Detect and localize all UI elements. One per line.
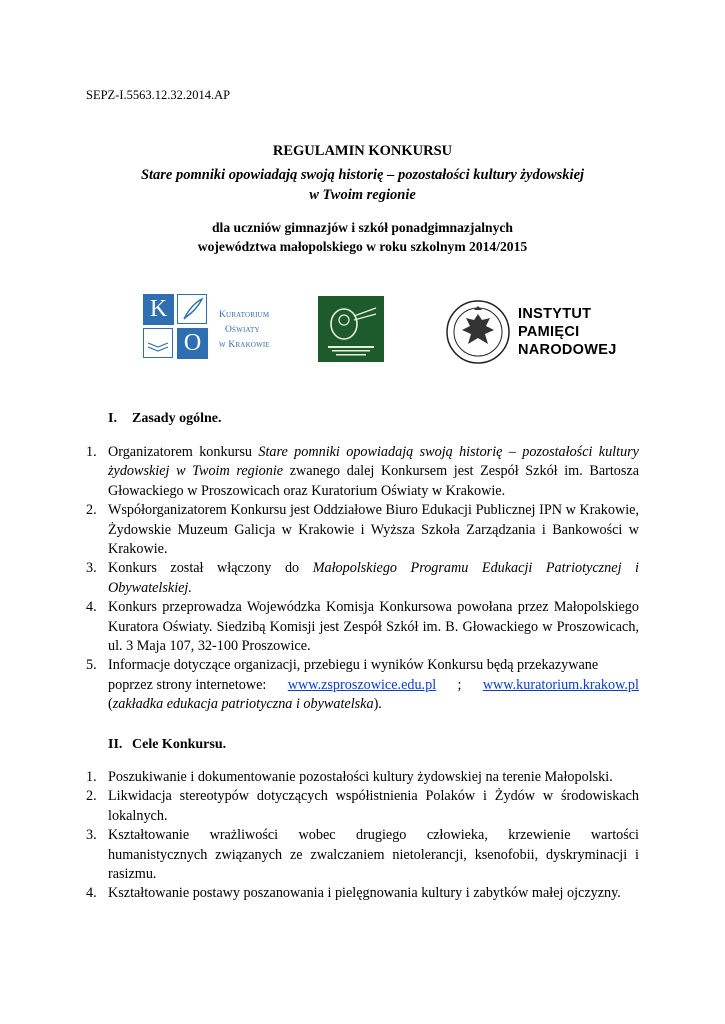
links-line	[108, 676, 639, 695]
list-item	[86, 768, 639, 787]
audience-line1: dla uczniów gimnazjów i szkół ponadgimnazjalnych	[212, 220, 513, 235]
section-number: I.	[108, 411, 117, 426]
paren-open: (	[108, 696, 113, 713]
links-separator: ;	[457, 676, 462, 693]
contest-name	[0, 165, 725, 205]
item-text: Kształtowanie postawy poszanowania i pielęgnowania kultury i zabytków małej ojczyzny.	[108, 885, 621, 902]
item-number: 2.	[86, 788, 97, 805]
ipn-line1: INSTYTUT	[518, 306, 592, 322]
item-text: Konkurs został włączony do	[108, 560, 313, 577]
item-text: Informacje dotyczące organizacji, przebiegu i wyników Konkursu będą przekazywane	[108, 657, 599, 674]
school-emblem-icon	[318, 296, 384, 362]
item-text: zwanego dalej Konkursem jest Zespół Szkół im. Bartosza Głowackiego w Proszowicach oraz Kuratorium Oświaty w Krakowie.	[108, 463, 639, 499]
section-heading-goals	[108, 737, 226, 753]
item-text: Organizatorem konkursu	[108, 444, 259, 460]
eagle-seal-icon	[444, 294, 512, 370]
section-title: Cele Konkursu.	[132, 737, 227, 752]
item-text-italic: Stare pomniki opowiadają swoją historię – pozostałości kultury żydowskiej w Twoim regionie	[108, 444, 639, 480]
section-title: Zasady ogólne.	[132, 411, 222, 426]
item-number: 1.	[86, 444, 97, 460]
list-item	[86, 598, 639, 656]
item-text: Konkurs przeprowadza Wojewódzka Komisja Konkursowa powołana przez Małopolskiego Kuratora Oświaty. Siedzibą Komisji jest Zespół Szkół im. B. Głowackiego w Proszowicach, ul. 3 Maja 107, 32-100 Proszowice.	[108, 599, 639, 655]
item-text-italic: Małopolskiego Programu Edukacji Patriotycznej i Obywatelskiej.	[108, 560, 639, 596]
quill-icon	[177, 294, 207, 324]
list-item	[86, 656, 639, 714]
links-note	[108, 695, 639, 714]
general-rules-list	[86, 443, 639, 715]
item-number: 4.	[86, 599, 97, 616]
ipn-logo-text	[518, 305, 617, 359]
list-item	[86, 559, 639, 598]
contest-name-line2: w Twoim regionie	[309, 187, 416, 203]
kuratorium-line2: Oświaty	[225, 325, 260, 335]
audience	[0, 218, 725, 256]
item-number: 3.	[86, 827, 97, 844]
logos-row	[0, 294, 725, 374]
list-item	[86, 501, 639, 559]
kuratorium-logo	[143, 294, 283, 366]
item-text: Poszukiwanie i dokumentowanie pozostałości kultury żydowskiej na terenie Małopolski.	[108, 769, 613, 785]
list-item	[86, 787, 639, 826]
section-number: II.	[108, 737, 123, 752]
item-number: 2.	[86, 502, 97, 519]
list-item	[86, 443, 639, 501]
item-number: 4.	[86, 885, 97, 902]
paren-close: ).	[373, 696, 382, 713]
document-title: REGULAMIN KONKURSU	[272, 143, 453, 159]
kuratorium-link[interactable]: www.kuratorium.krakow.pl	[482, 676, 639, 693]
goals-list	[86, 768, 639, 904]
ipn-logo	[444, 294, 624, 370]
zsproszowice-link[interactable]: www.zsproszowice.edu.pl	[287, 676, 437, 693]
links-note-text: zakładka edukacja patriotyczna i obywatelska	[112, 696, 374, 713]
item-text: Likwidacja stereotypów dotyczących współistnienia Polaków i Żydów w środowiskach lokalnych.	[108, 788, 639, 824]
list-item	[86, 826, 639, 884]
item-number: 5.	[86, 657, 97, 674]
item-number: 1.	[86, 769, 97, 785]
ipn-line2: PAMIĘCI	[518, 324, 580, 340]
list-item	[86, 884, 639, 903]
section-heading-general	[108, 411, 221, 427]
logo-letter-o: O	[177, 328, 208, 359]
ipn-line3: NARODOWEJ	[518, 342, 617, 358]
audience-line2: województwa małopolskiego w roku szkolnym 2014/2015	[197, 239, 528, 254]
logo-letter-k: K	[143, 294, 174, 325]
links-prefix: poprzez strony internetowe:	[108, 676, 267, 693]
kuratorium-logo-text	[219, 308, 270, 353]
item-number: 3.	[86, 560, 97, 577]
kuratorium-line3: w Krakowie	[219, 340, 270, 350]
kuratorium-line1: Kuratorium	[219, 310, 270, 320]
item-text: Kształtowanie wrażliwości wobec drugiego człowieka, krzewienie wartości humanistycznych związanych ze zwalczaniem nietolerancji, ksenofobii, dyskryminacji i rasizmu.	[108, 827, 639, 883]
item-text: Współorganizatorem Konkursu jest Oddziałowe Biuro Edukacji Publicznej IPN w Krakowie, Żydowskie Muzeum Galicja w Krakowie i Wyższa Szkoła Zarządzania i Bankowości w Krakowie.	[108, 502, 639, 558]
document-reference: SEPZ-I.5563.12.32.2014.AP	[86, 88, 231, 102]
contest-name-line1: Stare pomniki opowiadają swoją historię – pozostałości kultury żydowskiej	[140, 167, 585, 183]
book-icon	[143, 328, 173, 358]
